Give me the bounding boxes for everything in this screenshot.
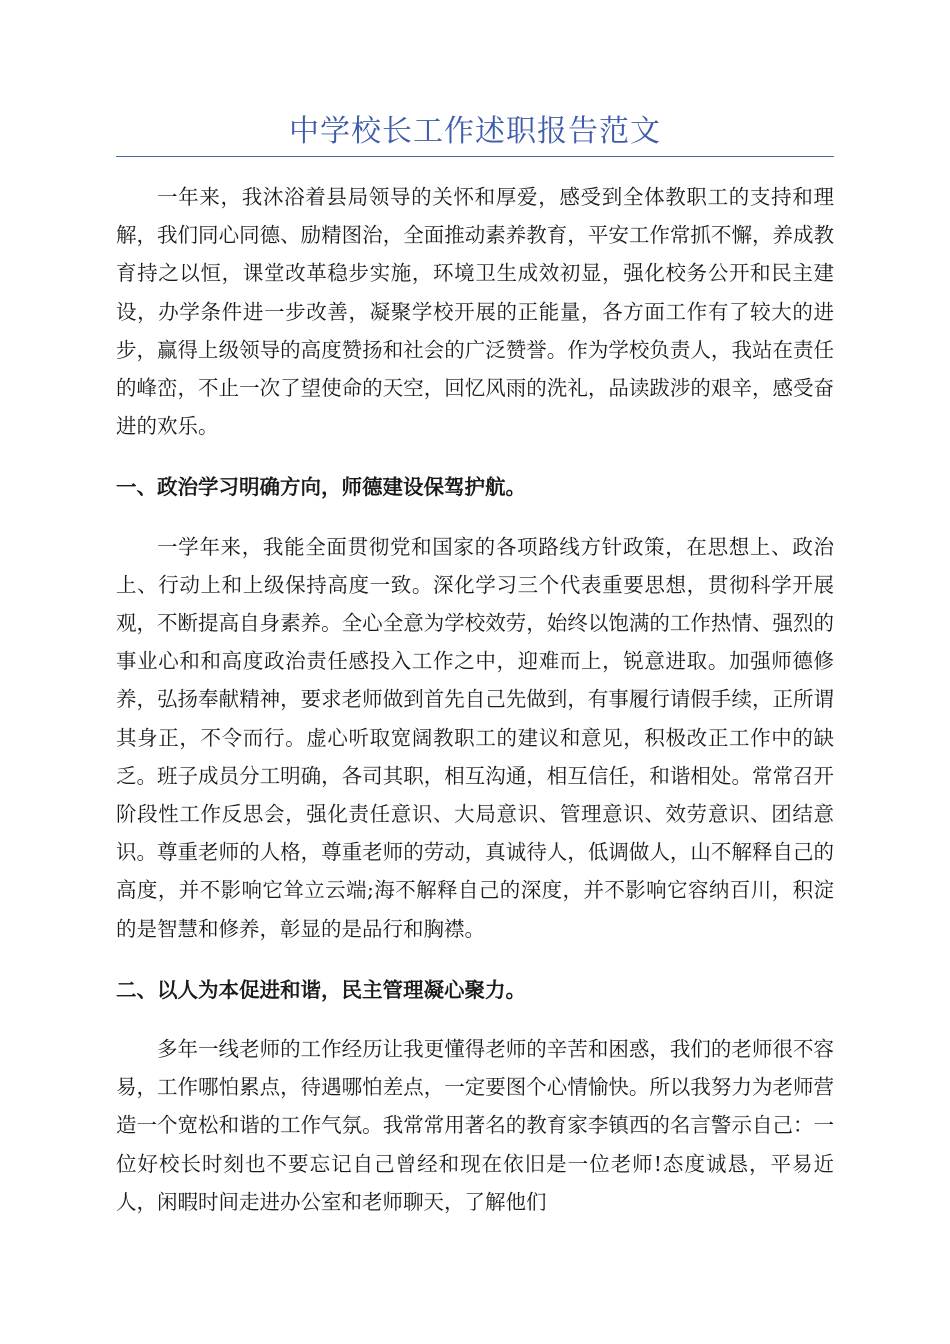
section-2-paragraph: 多年一线老师的工作经历让我更懂得老师的辛苦和困惑，我们的老师很不容易，工作哪怕累点，待遇哪怕差点，一定要图个心情愉快。所以我努力为老师营造一个宽松和谐的工作气氛。我常常用著名的教育家李镇西的名言警示自己：一位好校长时刻也不要忘记自己曾经和现在依旧是一位老师!态度诚恳，平易近人，闲暇时间走进办公室和老师聊天，了解他们: [116, 1037, 834, 1214]
section-heading-1: 一、政治学习明确方向，师德建设保驾护航。: [116, 475, 526, 500]
document-title: 中学校长工作述职报告范文: [289, 114, 661, 149]
title-underline: [116, 156, 834, 157]
intro-paragraph: 一年来，我沐浴着县局领导的关怀和厚爱，感受到全体教职工的支持和理解，我们同心同德、励精图治，全面推动素养教育，平安工作常抓不懈，养成教育持之以恒，课堂改革稳步实施，环境卫生成效初显，强化校务公开和民主建设，办学条件进一步改善，凝聚学校开展的正能量，各方面工作有了较大的进步，赢得上级领导的高度赞扬和社会的广泛赞誉。作为学校负责人，我站在责任的峰峦，不止一次了望使命的天空，回忆风雨的洗礼，品读跋涉的艰辛，感受奋进的欢乐。: [116, 185, 834, 439]
section-heading-2: 二、以人为本促进和谐，民主管理凝心聚力。: [116, 977, 526, 1002]
document-page: [116, 0, 834, 1221]
section-1-paragraph: 一学年来，我能全面贯彻党和国家的各项路线方针政策，在思想上、政治上、行动上和上级保持高度一致。深化学习三个代表重要思想，贯彻科学开展观，不断提高自身素养。全心全意为学校效劳，始终以饱满的工作热情、强烈的事业心和和高度政治责任感投入工作之中，迎难而上，锐意进取。加强师德修养，弘扬奉献精神，要求老师做到首先自己先做到，有事履行请假手续，正所谓其身正，不令而行。虚心听取宽阔教职工的建议和意见，积极改正工作中的缺乏。班子成员分工明确，各司其职，相互沟通，相互信任，和谐相处。常常召开阶段性工作反思会，强化责任意识、大局意识、管理意识、效劳意识、团结意识。尊重老师的人格，尊重老师的劳动，真诚待人，低调做人，山不解释自己的高度，并不影响它耸立云端;海不解释自己的深度，并不影响它容纳百川，积淀的是智慧和修养，彰显的是品行和胸襟。: [116, 534, 834, 941]
